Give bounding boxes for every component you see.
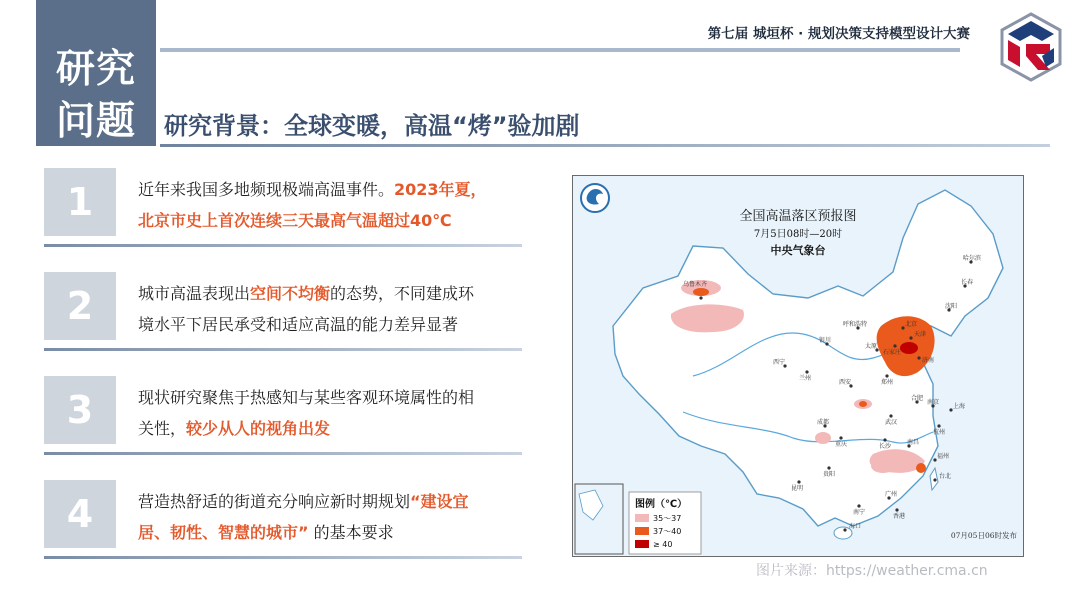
heat-area-35-37 bbox=[815, 432, 831, 444]
point-number: 4 bbox=[44, 480, 116, 548]
city-label: 南昌 bbox=[907, 439, 920, 446]
city-label: 南宁 bbox=[853, 509, 866, 516]
header-divider bbox=[160, 48, 960, 52]
map-legend bbox=[629, 492, 701, 554]
city-label: 长沙 bbox=[879, 443, 892, 450]
city-label: 重庆 bbox=[835, 441, 848, 448]
point-text-highlight: “建设宜 bbox=[410, 492, 469, 511]
map-agency: 中央气象台 bbox=[770, 244, 826, 257]
badge-line1: 研究 bbox=[55, 47, 136, 92]
city-label: 台北 bbox=[939, 473, 952, 480]
point-text bbox=[138, 278, 528, 340]
city-label: 哈尔滨 bbox=[963, 255, 982, 262]
point-divider bbox=[44, 452, 522, 455]
point-text-plain: 的态势，不同建成环 bbox=[330, 284, 475, 303]
point-number: 3 bbox=[44, 376, 116, 444]
point-text-plain: 的基本要求 bbox=[308, 523, 394, 542]
point-item-1 bbox=[44, 168, 522, 240]
legend-label: ≥ 40 bbox=[653, 540, 673, 549]
city-label: 南京 bbox=[927, 399, 940, 406]
legend-swatch-37-40 bbox=[635, 527, 649, 535]
map-title: 全国高温落区预报图 bbox=[739, 209, 857, 224]
city-label: 上海 bbox=[953, 403, 966, 410]
city-label: 西宁 bbox=[773, 359, 786, 366]
point-text-plain: 营造热舒适的街道充分响应新时期规划 bbox=[138, 492, 411, 511]
point-item-3 bbox=[44, 376, 522, 448]
point-divider bbox=[44, 556, 522, 559]
city-label: 沈阳 bbox=[945, 303, 958, 310]
point-text-highlight: 居、韧性、智慧的城市” bbox=[138, 523, 309, 542]
point-text-plain: 现状研究聚焦于热感知与某些客观环境属性的相 bbox=[138, 388, 475, 407]
city-label: 乌鲁木齐 bbox=[683, 281, 708, 288]
point-text-plain: 关性， bbox=[138, 419, 187, 438]
city-label: 海口 bbox=[849, 523, 862, 530]
city-label: 武汉 bbox=[885, 419, 898, 426]
city-label: 成都 bbox=[817, 419, 830, 426]
point-text-plain: 境水平下居民承受和适应高温的能力差异显著 bbox=[138, 315, 459, 334]
map-issued: 07月05日06时发布 bbox=[950, 531, 1017, 540]
legend-title: 图例（℃） bbox=[635, 499, 688, 510]
city-label: 杭州 bbox=[933, 429, 946, 436]
point-text-highlight: 北京市史上首次连续三天最高气温超过40℃ bbox=[138, 211, 452, 230]
point-divider bbox=[44, 348, 522, 351]
city-label: 济南 bbox=[922, 357, 935, 364]
badge-line2: 问题 bbox=[55, 99, 136, 144]
city-label: 天津 bbox=[914, 331, 927, 338]
cma-logo-icon bbox=[581, 184, 609, 212]
point-text bbox=[138, 174, 528, 236]
heat-area-37-40 bbox=[916, 463, 926, 473]
point-text-plain: 近年来我国多地频现极端高温事件。 bbox=[138, 180, 395, 199]
city-label: 北京 bbox=[905, 321, 918, 328]
city-label: 贵阳 bbox=[823, 471, 836, 478]
point-text-plain: 城市高温表现出 bbox=[138, 284, 251, 303]
map-time: 7月5日08时—20时 bbox=[753, 229, 843, 240]
point-number: 1 bbox=[44, 168, 116, 236]
contest-logo-icon bbox=[998, 12, 1064, 82]
city-label: 香港 bbox=[893, 513, 906, 520]
contest-title: 第七届 城垣杯 · 规划决策支持模型设计大赛 bbox=[707, 26, 970, 42]
legend-swatch-35-37 bbox=[635, 514, 649, 522]
heat-area-above-40 bbox=[900, 342, 918, 354]
city-label: 广州 bbox=[885, 491, 898, 498]
point-item-4 bbox=[44, 480, 522, 552]
city-label: 合肥 bbox=[911, 395, 924, 402]
legend-swatch-above-40 bbox=[635, 540, 649, 548]
point-divider bbox=[44, 244, 522, 247]
image-source-caption: 图片来源：https://weather.cma.cn bbox=[756, 563, 988, 579]
section-badge bbox=[36, 0, 156, 146]
point-number: 2 bbox=[44, 272, 116, 340]
heat-area-35-37 bbox=[871, 459, 895, 473]
city-label: 兰州 bbox=[799, 375, 812, 382]
city-label: 呼和浩特 bbox=[843, 321, 868, 328]
city-label: 石家庄 bbox=[883, 349, 902, 356]
heat-area-37-40 bbox=[693, 288, 709, 296]
legend-label: 37～40 bbox=[653, 527, 682, 536]
point-text-highlight: 较少从人的视角出发 bbox=[186, 419, 331, 438]
page-subtitle: 研究背景：全球变暖，高温“烤”验加剧 bbox=[164, 112, 580, 140]
city-label: 银川 bbox=[819, 337, 832, 344]
point-text-highlight: 2023年夏， bbox=[394, 180, 487, 199]
point-text bbox=[138, 382, 528, 444]
city-label: 福州 bbox=[937, 453, 950, 460]
heat-forecast-map bbox=[572, 175, 1024, 557]
subtitle-underline bbox=[160, 144, 1050, 147]
city-label: 郑州 bbox=[881, 379, 894, 386]
city-label: 西安 bbox=[839, 379, 852, 386]
city-label: 长春 bbox=[961, 279, 974, 286]
city-label: 昆明 bbox=[791, 485, 804, 492]
point-text bbox=[138, 486, 528, 548]
point-item-2 bbox=[44, 272, 522, 344]
city-label: 太原 bbox=[865, 343, 878, 350]
legend-label: 35～37 bbox=[653, 514, 682, 523]
heat-area-37-40 bbox=[859, 401, 867, 407]
point-text-highlight: 空间不均衡 bbox=[250, 284, 331, 303]
